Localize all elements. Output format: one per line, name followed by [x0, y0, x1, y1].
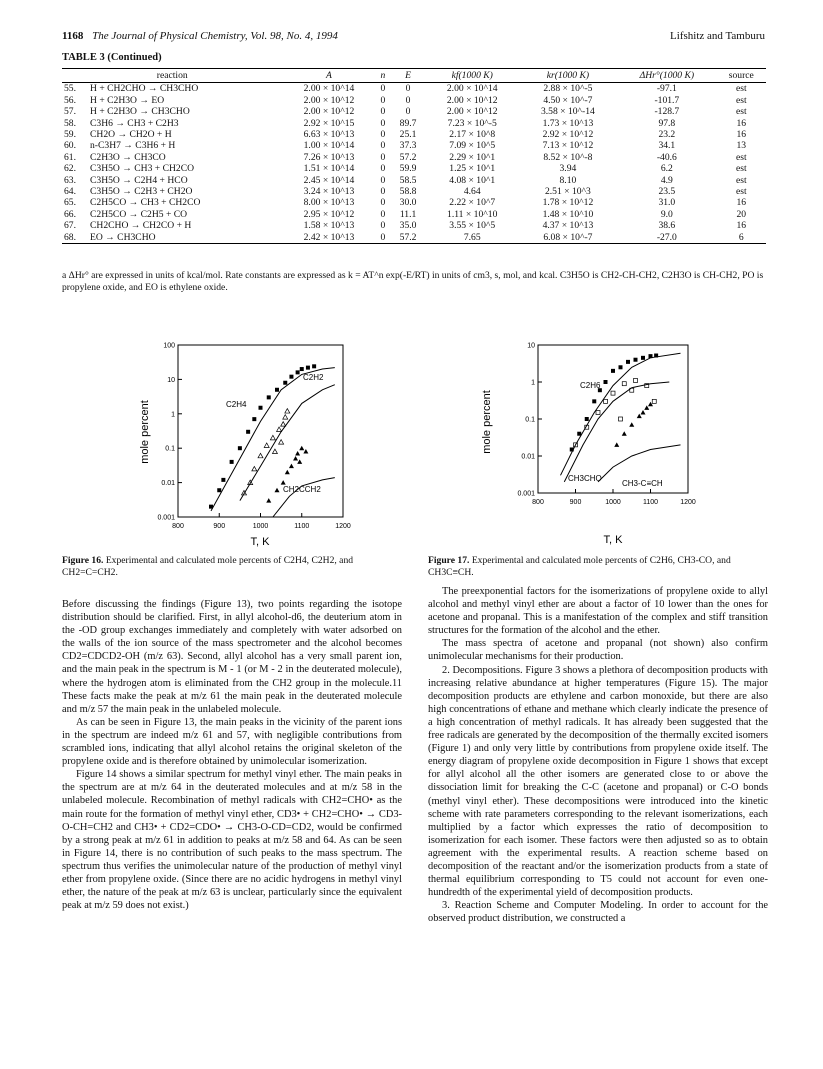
value-cell: 2.45 × 10^14: [303, 174, 355, 186]
reaction-cell: C3H6 → CH3 + C2H3: [90, 117, 179, 129]
value-cell: 1.73 × 10^13: [542, 117, 594, 129]
running-header: [62, 30, 765, 46]
value-cell: 9.0: [660, 208, 673, 220]
data-point-square: [634, 358, 638, 362]
fig16-label-c2h2: C2H2: [303, 373, 324, 382]
reaction-cell: C2H5CO → CH3 + CH2CO: [90, 197, 201, 209]
reaction-cell: CH2O → CH2O + H: [90, 129, 172, 141]
value-cell: est: [735, 106, 747, 118]
data-point-open-triangle: [279, 440, 284, 445]
value-cell: 31.0: [658, 197, 676, 209]
data-point-open-triangle: [285, 409, 290, 414]
table-row: [62, 220, 766, 231]
data-point-square: [217, 488, 221, 492]
value-cell: 4.64: [463, 186, 481, 198]
left-paragraph: Before discussing the findings (Figure 13), two points regarding the isotope distribution should be clarified. First, in allyl alcohol-d6, the deuterium atom in the -OD group exchanges immediately and completely with water adsorbed on the walls of the ion source of the mass spectrometer and the alcohol becomes CD2=CDCD2-OH (m/z 63). Second, allyl alcohol has a very small parent ion, and the main peak in the spectrum is M - 1 (or M - 2 in the deuterated molecule), where the hydrogen atom is eliminated from the CH2 group in the molecule.11 These facts make the peak at m/z 61 the main peak in the deuterated molecule and m/z 57 the main peak in the unlabeled molecule.: [62, 599, 402, 715]
value-cell: 6.63 × 10^13: [303, 129, 355, 141]
value-cell: 57.2: [399, 151, 417, 163]
reaction-cell: H + C2H3O → CH3CHO: [90, 106, 190, 118]
data-point-square: [238, 446, 242, 450]
value-cell: est: [735, 186, 747, 198]
data-point-open-square: [596, 410, 600, 414]
data-point-open-square: [611, 391, 615, 395]
value-cell: 0: [380, 197, 386, 209]
data-point-square: [252, 417, 256, 421]
data-point-triangle: [299, 446, 304, 451]
value-cell: 7.65: [426, 232, 519, 244]
table-caption: TABLE 3 (Continued): [62, 52, 162, 63]
value-cell: 2.00 × 10^12: [303, 94, 355, 106]
value-cell: 2.29 × 10^1: [449, 151, 496, 163]
y-tick-label: 0.1: [525, 416, 535, 424]
row-number: 68.: [62, 232, 88, 244]
data-point-open-square: [622, 382, 626, 386]
value-cell: 1.00 × 10^14: [303, 140, 355, 152]
value-cell: 4.9: [660, 174, 673, 186]
right-paragraph: 3. Reaction Scheme and Computer Modeling. In order to account for the observed product distribution, we constructed a: [428, 900, 768, 925]
value-cell: 0: [380, 186, 386, 198]
table-row: [62, 197, 766, 208]
left-paragraph: Figure 14 shows a similar spectrum for methyl vinyl ether. The main peaks in the spectrum are at m/z 64 in the deuterated molecules and at m/z 58 in the unlabeled molecule. Recombination of methyl radicals with CH2=CHO• as the main route for the formation of methyl vinyl ether, CD3• + CH2=CHO• → CD3-O-CH=CH2 and CH3• + CD2=CDO• → CH3-O-CD=CD2, would be confirmed by a strong peak at m/z 61 in addition to peaks at m/z 58 and 64. As can be seen in Figure 14, there is no contribution of such peaks to the mass spectrum. The spectrum thus verifies the unimolecular nature of the production of methyl vinyl ether from propylene oxide. (Since there are no acidic hydrogens in methyl vinyl ether, the nature of the peak at m/z 63 is unclear, particularly since the equivalent peak at m/z 59 does not exist.): [62, 769, 402, 912]
value-cell: -27.0: [617, 232, 716, 244]
value-cell: 3.58 × 10^-14: [540, 106, 595, 118]
value-cell: 16: [736, 117, 747, 129]
value-cell: 4.08 × 10^1: [449, 174, 496, 186]
value-cell: 0: [380, 220, 386, 232]
x-tick-label: 800: [172, 523, 184, 530]
value-cell: 2.51 × 10^3: [544, 186, 591, 198]
data-point-square: [267, 395, 271, 399]
row-number: 59.: [64, 129, 76, 141]
value-cell: 35.0: [399, 220, 417, 232]
data-point-square: [246, 430, 250, 434]
data-point-square: [626, 360, 630, 364]
reaction-cell: H + CH2CHO → CH3CHO: [90, 83, 199, 95]
data-point-open-square: [604, 399, 608, 403]
data-point-square: [275, 388, 279, 392]
value-cell: 2.95 × 10^12: [303, 208, 355, 220]
col-dh: ΔHr°(1000 K): [617, 69, 716, 83]
value-cell: 0: [405, 94, 411, 106]
value-cell: 38.6: [658, 220, 676, 232]
value-cell: 7.26 × 10^13: [303, 151, 355, 163]
row-number: 64.: [64, 186, 76, 198]
value-cell: 8.00 × 10^13: [303, 197, 355, 209]
row-number: 62.: [64, 163, 76, 175]
value-cell: 1.25 × 10^1: [449, 163, 496, 175]
table-row: [62, 129, 766, 140]
row-number: 60.: [64, 140, 76, 152]
right-paragraph: The preexponential factors for the isomerizations of propylene oxide to allyl alcohol and methyl vinyl ether are about a factor of 10 lower than the ones for acetone and propanal. This is a manifestation of the complex and stiff transition structures for the formation of the alcohol and the ether.: [428, 586, 768, 637]
value-cell: 97.8: [658, 117, 676, 129]
reaction-cell: EO → CH3CHO: [88, 232, 283, 244]
data-point-triangle: [289, 464, 294, 469]
fig17-caption-text: Experimental and calculated mole percents of C2H6, CH3-CO, and CH3C≡CH.: [428, 555, 731, 578]
value-cell: 2.17 × 10^8: [449, 129, 496, 141]
figure-17-chart: [480, 340, 710, 550]
row-number: 56.: [64, 94, 76, 106]
value-cell: -97.1: [656, 83, 677, 95]
data-point-open-triangle: [283, 415, 288, 420]
value-cell: 34.1: [658, 140, 676, 152]
value-cell: 3.24 × 10^13: [303, 186, 355, 198]
x-tick-label: 1200: [335, 523, 351, 530]
row-number: 57.: [64, 106, 76, 118]
data-point-open-square: [634, 378, 638, 382]
value-cell: 11.1: [399, 208, 417, 220]
fig17-caption-label: Figure 17.: [428, 555, 470, 566]
data-point-triangle: [303, 449, 308, 454]
table-row: [62, 232, 766, 244]
data-point-open-triangle: [272, 449, 277, 454]
value-cell: 30.0: [399, 197, 417, 209]
fig16-label-ch2cch2: CH2CCH2: [283, 485, 321, 494]
data-point-square: [611, 369, 615, 373]
x-tick-label: 1100: [294, 523, 310, 530]
reaction-cell: C2H3O → CH3CO: [90, 151, 166, 163]
row-number: 67.: [64, 220, 76, 232]
value-cell: 3.55 × 10^5: [449, 220, 496, 232]
value-cell: 1.58 × 10^13: [303, 220, 355, 232]
y-tick-label: 0.1: [165, 445, 175, 453]
value-cell: est: [735, 83, 747, 95]
data-point-open-square: [619, 417, 623, 421]
reaction-cell: n-C3H7 → C3H6 + H: [90, 140, 176, 152]
value-cell: est: [735, 163, 747, 175]
value-cell: est: [735, 174, 747, 186]
table-row: [62, 140, 766, 151]
left-column: [62, 598, 402, 912]
table-row: [62, 163, 766, 174]
value-cell: 16: [736, 129, 747, 141]
value-cell: 2.92 × 10^15: [303, 117, 355, 129]
value-cell: -40.6: [656, 151, 677, 163]
value-cell: 7.13 × 10^12: [542, 140, 594, 152]
reaction-cell: CH2CHO → CH2CO + H: [90, 220, 192, 232]
row-number: 61.: [64, 151, 76, 163]
data-point-triangle: [614, 442, 619, 447]
fig16-ylabel: mole percent: [139, 400, 151, 464]
value-cell: 0: [380, 174, 386, 186]
col-source: source: [717, 69, 766, 83]
value-cell: 7.23 × 10^-5: [447, 117, 497, 129]
value-cell: 4.50 × 10^-7: [543, 94, 593, 106]
data-point-triangle: [266, 498, 271, 503]
figure-16-caption: [62, 555, 400, 578]
table-footnote: a ΔHr° are expressed in units of kcal/mol. Rate constants are expressed as k = AT^n exp(-E/RT) in units of cm3, s, mol, and kcal. C3H5O is CH2-CH-CH2, C2H3O is CH-CH2, PO is propylene oxide, and EO is ethylene oxide.: [62, 270, 764, 293]
row-number: 63.: [64, 174, 76, 186]
value-cell: 1.51 × 10^14: [303, 163, 355, 175]
value-cell: 2.88 × 10^-5: [543, 83, 593, 95]
data-point-square: [283, 381, 287, 385]
value-cell: 2.92 × 10^12: [542, 129, 594, 141]
value-cell: est: [735, 151, 747, 163]
value-cell: -128.7: [654, 106, 680, 118]
right-column: [428, 585, 768, 925]
value-cell: 6: [717, 232, 766, 244]
value-cell: 16: [736, 220, 747, 232]
col-n: n: [375, 69, 390, 83]
y-tick-label: 1: [171, 411, 175, 419]
value-cell: 59.9: [399, 163, 417, 175]
data-point-triangle: [281, 480, 286, 485]
data-point-square: [641, 356, 645, 360]
value-cell: 3.94: [559, 163, 577, 175]
table-row: [62, 152, 766, 163]
data-point-open-triangle: [264, 443, 269, 448]
y-tick-label: 1: [531, 379, 535, 387]
reaction-cell: C2H5CO → C2H5 + CO: [90, 208, 188, 220]
x-tick-label: 1200: [680, 499, 696, 506]
reaction-cell: C3H5O → C2H3 + CH2O: [90, 186, 193, 198]
data-point-open-triangle: [258, 453, 263, 458]
data-point-square: [585, 417, 589, 421]
value-cell: 4.37 × 10^13: [542, 220, 594, 232]
kinetics-table: [62, 68, 766, 244]
fig16-xlabel: T, K: [250, 536, 270, 548]
value-cell: 89.7: [399, 117, 417, 129]
data-point-square: [259, 406, 263, 410]
fig17-ylabel: mole percent: [481, 390, 493, 454]
data-point-square: [312, 364, 316, 368]
value-cell: 0: [380, 140, 386, 152]
y-tick-label: 0.01: [161, 480, 175, 488]
calc-curve: [561, 353, 681, 475]
data-point-triangle: [285, 470, 290, 475]
value-cell: 16: [736, 197, 747, 209]
fig17-label-ch3cho: CH3CHO: [568, 474, 602, 483]
value-cell: 58.5: [399, 174, 417, 186]
calc-curve: [598, 445, 681, 482]
value-cell: 2.00 × 10^14: [303, 83, 355, 95]
x-tick-label: 1000: [605, 499, 621, 506]
authors: Lifshitz and Tamburu: [670, 30, 765, 42]
data-point-square: [300, 367, 304, 371]
table-row: [62, 83, 766, 95]
value-cell: 1.48 × 10^10: [542, 208, 594, 220]
left-paragraph: As can be seen in Figure 13, the main peaks in the vicinity of the parent ions in the spectrum are indeed m/z 61 and 57, with negligible contributions from scrambled ions, indicating that allyl alcohol retains the original skeleton of the propylene oxide and is therefore obtained by unimolecular isomerization.: [62, 716, 402, 768]
right-paragraph: The mass spectra of acetone and propanal (not shown) also confirm unimolecular mechanisms for their production.: [428, 638, 768, 663]
table-header-row: [62, 69, 766, 83]
value-cell: 58.8: [399, 186, 417, 198]
data-point-open-triangle: [277, 427, 282, 432]
fig17-label-c2h6: C2H6: [580, 381, 601, 390]
data-point-triangle: [622, 431, 627, 436]
fig16-caption-text: Experimental and calculated mole percents of C2H4, C2H2, and CH2=C=CH2.: [62, 555, 354, 578]
value-cell: 6.2: [660, 163, 673, 175]
data-point-triangle: [297, 459, 302, 464]
x-tick-label: 900: [569, 499, 582, 506]
data-point-triangle: [295, 451, 300, 456]
data-point-square: [306, 366, 310, 370]
value-cell: 2.00 × 10^14: [446, 83, 498, 95]
data-point-open-triangle: [281, 422, 286, 427]
data-point-square: [289, 375, 293, 379]
value-cell: 37.3: [399, 140, 417, 152]
value-cell: est: [735, 94, 747, 106]
data-point-triangle: [275, 488, 280, 493]
table-row: [62, 175, 766, 186]
row-number: 55.: [64, 83, 76, 95]
value-cell: 2.00 × 10^12: [303, 106, 355, 118]
data-point-square: [619, 365, 623, 369]
y-tick-label: 0.001: [517, 490, 535, 498]
value-cell: 6.08 × 10^-7: [519, 232, 617, 244]
data-point-open-triangle: [252, 466, 257, 471]
calc-curve: [240, 385, 335, 501]
col-e: E: [390, 69, 425, 83]
value-cell: 2.00 × 10^12: [446, 106, 498, 118]
value-cell: 0: [380, 106, 386, 118]
y-tick-label: 0.001: [157, 514, 175, 522]
value-cell: 0: [380, 129, 386, 141]
col-kr: kr(1000 K): [519, 69, 617, 83]
fig16-label-c2h4: C2H4: [226, 400, 247, 409]
data-point-triangle: [629, 422, 634, 427]
data-point-square: [592, 399, 596, 403]
data-point-square: [604, 380, 608, 384]
reaction-cell: C3H5O → CH3 + CH2CO: [90, 163, 195, 175]
y-tick-label: 10: [527, 342, 535, 350]
value-cell: 7.09 × 10^5: [449, 140, 496, 152]
value-cell: 0: [405, 83, 411, 95]
y-tick-label: 0.01: [521, 453, 535, 461]
fig16-caption-label: Figure 16.: [62, 555, 104, 566]
journal-title: The Journal of Physical Chemistry, Vol. 98, No. 4, 1994: [92, 30, 338, 42]
row-number: 66.: [64, 208, 76, 220]
x-tick-label: 1000: [252, 523, 269, 530]
value-cell: 0: [405, 106, 411, 118]
value-cell: 0: [380, 163, 386, 175]
value-cell: 2.00 × 10^12: [446, 94, 498, 106]
data-point-triangle: [293, 456, 298, 461]
row-number: 65.: [64, 197, 76, 209]
value-cell: 0: [380, 151, 386, 163]
value-cell: 25.1: [399, 129, 417, 141]
x-tick-label: 800: [532, 499, 544, 506]
value-cell: 57.2: [390, 232, 425, 244]
value-cell: 0: [375, 232, 390, 244]
table-row: [62, 95, 766, 106]
reaction-cell: H + C2H3O → EO: [90, 94, 165, 106]
value-cell: -101.7: [654, 94, 680, 106]
col-reaction: reaction: [62, 69, 283, 83]
data-point-triangle: [641, 410, 646, 415]
row-number: 58.: [64, 117, 76, 129]
y-tick-label: 10: [167, 376, 175, 384]
value-cell: 13: [736, 140, 747, 152]
col-a: A: [283, 69, 376, 83]
figure-16-chart: [138, 340, 378, 550]
data-point-square: [230, 460, 234, 464]
table-row: [62, 209, 766, 220]
value-cell: 0: [380, 117, 386, 129]
value-cell: 0: [380, 83, 386, 95]
table-row: [62, 106, 766, 117]
value-cell: 2.22 × 10^7: [449, 197, 496, 209]
value-cell: 8.10: [559, 174, 577, 186]
value-cell: 2.42 × 10^13: [283, 232, 376, 244]
data-point-open-triangle: [270, 435, 275, 440]
page-number: 1168: [62, 30, 84, 42]
value-cell: 0: [380, 94, 386, 106]
x-tick-label: 900: [213, 523, 226, 530]
fig17-label-propyne: CH3-C≡CH: [622, 479, 663, 488]
value-cell: 1.78 × 10^12: [542, 197, 594, 209]
table-row: [62, 118, 766, 129]
table-row: [62, 186, 766, 197]
right-paragraph: 2. Decompositions. Figure 3 shows a plethora of decomposition products with increasing relative abundance at higher temperatures (Figure 15). The major decomposition products are ethylene and carbon monoxide, but there are also high concentrations of ethane and methane which clearly indicate the presence of a high concentration of methyl radicals. It has already been suggested that the free radicals are generated by the decomposition of the thermally excited isomers (Figure 1) and only very little by contributions from propylene oxide itself. The energy diagram of propylene oxide decomposition in Figure 1 shows that except for allyl alcohol all the other isomers are generated close to or above the dissociation limit for breaking the C-C (acetone and propanal) or C-O bonds (methyl vinyl ether). These decompositions were introduced into the kinetic scheme with rate parameters corresponding to the relevant isomerizations, each multiplied by a factor which expresses the ratio of decomposition to isomerization for each isomer. These factors were then adjusted so as to obtain agreement with the experimental results. A reaction scheme based on decomposition of the reactant and/or the isomerization products from a state of thermal equilibrium corresponding to T5 could not account for even one-hundredth of the experimental yield of decomposition products.: [428, 664, 768, 899]
y-tick-label: 100: [163, 342, 175, 350]
value-cell: 23.2: [658, 129, 676, 141]
data-point-square: [296, 370, 300, 374]
figure-17-caption: [428, 555, 768, 578]
data-point-square: [221, 478, 225, 482]
value-cell: 8.52 × 10^-8: [543, 151, 593, 163]
value-cell: 1.11 × 10^10: [447, 208, 498, 220]
value-cell: 20: [736, 208, 747, 220]
value-cell: 23.5: [658, 186, 676, 198]
x-tick-label: 1100: [642, 499, 659, 506]
fig17-plot-frame: [538, 345, 688, 493]
reaction-cell: C3H5O → C2H4 + HCO: [90, 174, 188, 186]
fig17-xlabel: T, K: [603, 534, 623, 546]
col-kf: kf(1000 K): [426, 69, 519, 83]
value-cell: 0: [380, 208, 386, 220]
data-point-open-square: [652, 399, 656, 403]
